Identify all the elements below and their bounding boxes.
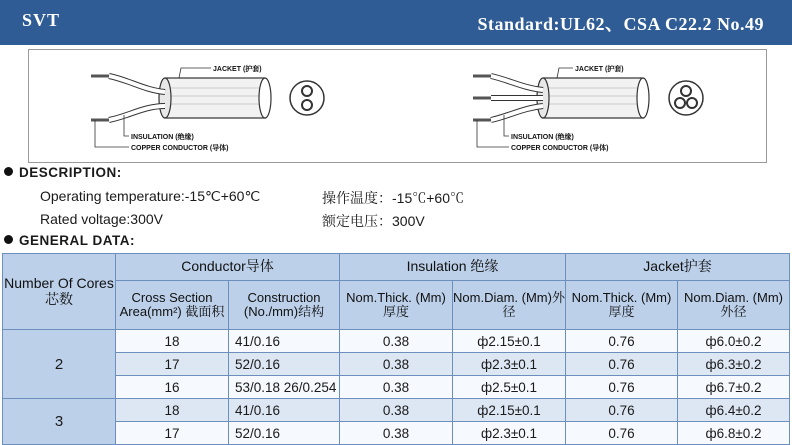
header-bar	[0, 0, 792, 45]
rated-voltage-cn: 额定电压：300V	[322, 213, 425, 229]
header-cross-section: Cross Section Area(mm²) 截面积	[116, 281, 229, 330]
header-jacket: Jacket护套	[566, 254, 790, 281]
table-cell: 0.38	[340, 353, 453, 376]
table-cell: ф6.3±0.2	[678, 353, 790, 376]
operating-temp-en: Operating temperature:-15℃+60℃	[40, 188, 261, 204]
table-cell: 0.38	[340, 422, 453, 445]
cable-diagram	[28, 49, 767, 163]
table-cell: 41/0.16	[229, 399, 340, 422]
table-cell: ф6.0±0.2	[678, 330, 790, 353]
header-conductor: Conductor导体	[116, 254, 340, 281]
cores-cell: 3	[3, 399, 116, 445]
table-cell: 0.38	[340, 376, 453, 399]
operating-temp-cn: 操作温度：-15℃+60℃	[322, 190, 464, 206]
bullet-icon	[4, 167, 13, 176]
table-cell: 52/0.16	[229, 353, 340, 376]
table-cell: ф2.15±0.1	[453, 399, 566, 422]
table-cell: ф2.5±0.1	[453, 376, 566, 399]
general-data-heading: GENERAL DATA:	[4, 233, 135, 248]
table-cell: ф2.15±0.1	[453, 330, 566, 353]
table-cell: 0.76	[566, 422, 678, 445]
table-cell: 18	[116, 330, 229, 353]
product-name: SVT	[22, 10, 61, 30]
conductor-label-left: COPPER CONDUCTOR (导体)	[131, 145, 229, 152]
table-cell: ф2.3±0.1	[453, 422, 566, 445]
insulation-label-right: INSULATION (绝缘)	[511, 134, 574, 141]
table-cell: 52/0.16	[229, 422, 340, 445]
table-cell: ф2.3±0.1	[453, 353, 566, 376]
table-cell: 16	[116, 376, 229, 399]
table-cell: 0.38	[340, 330, 453, 353]
conductor-label-right: COPPER CONDUCTOR (导体)	[511, 145, 609, 152]
header-jac-thick: Nom.Thick. (Mm)厚度	[566, 281, 678, 330]
table-cell: 0.76	[566, 376, 678, 399]
table-cell: 18	[116, 399, 229, 422]
standard-text: Standard:UL62、CSA C22.2 No.49	[477, 14, 764, 34]
jacket-label-left: JACKET (护套)	[213, 66, 262, 73]
three-core-cable-drawing	[473, 68, 703, 147]
table-cell: 41/0.16	[229, 330, 340, 353]
insulation-label-left: INSULATION (绝缘)	[131, 134, 194, 141]
table-cell: 0.76	[566, 353, 678, 376]
table-cell: 17	[116, 422, 229, 445]
bullet-icon	[4, 235, 13, 244]
cable-illustration	[29, 50, 766, 162]
two-core-cable-drawing	[91, 68, 324, 147]
table-cell: 0.76	[566, 330, 678, 353]
jacket-label-right: JACKET (护套)	[575, 66, 624, 73]
table-cell: 0.76	[566, 399, 678, 422]
table-cell: 0.38	[340, 399, 453, 422]
table-cell: 17	[116, 353, 229, 376]
header-jac-diam: Nom.Diam. (Mm)外径	[678, 281, 790, 330]
header-cores: Number Of Cores 芯数	[3, 254, 116, 330]
table-cell: ф6.8±0.2	[678, 422, 790, 445]
cores-cell: 2	[3, 330, 116, 399]
header-ins-diam: Nom.Diam. (Mm)外径	[453, 281, 566, 330]
header-insulation: Insulation 绝缘	[340, 254, 566, 281]
general-data-table	[2, 253, 790, 445]
description-heading: DESCRIPTION:	[4, 165, 122, 180]
header-ins-thick: Nom.Thick. (Mm)厚度	[340, 281, 453, 330]
rated-voltage-en: Rated voltage:300V	[40, 211, 163, 227]
table-cell: 53/0.18 26/0.254	[229, 376, 340, 399]
table-cell: ф6.7±0.2	[678, 376, 790, 399]
table-cell: ф6.4±0.2	[678, 399, 790, 422]
header-construction: Construction (No./mm)结构	[229, 281, 340, 330]
